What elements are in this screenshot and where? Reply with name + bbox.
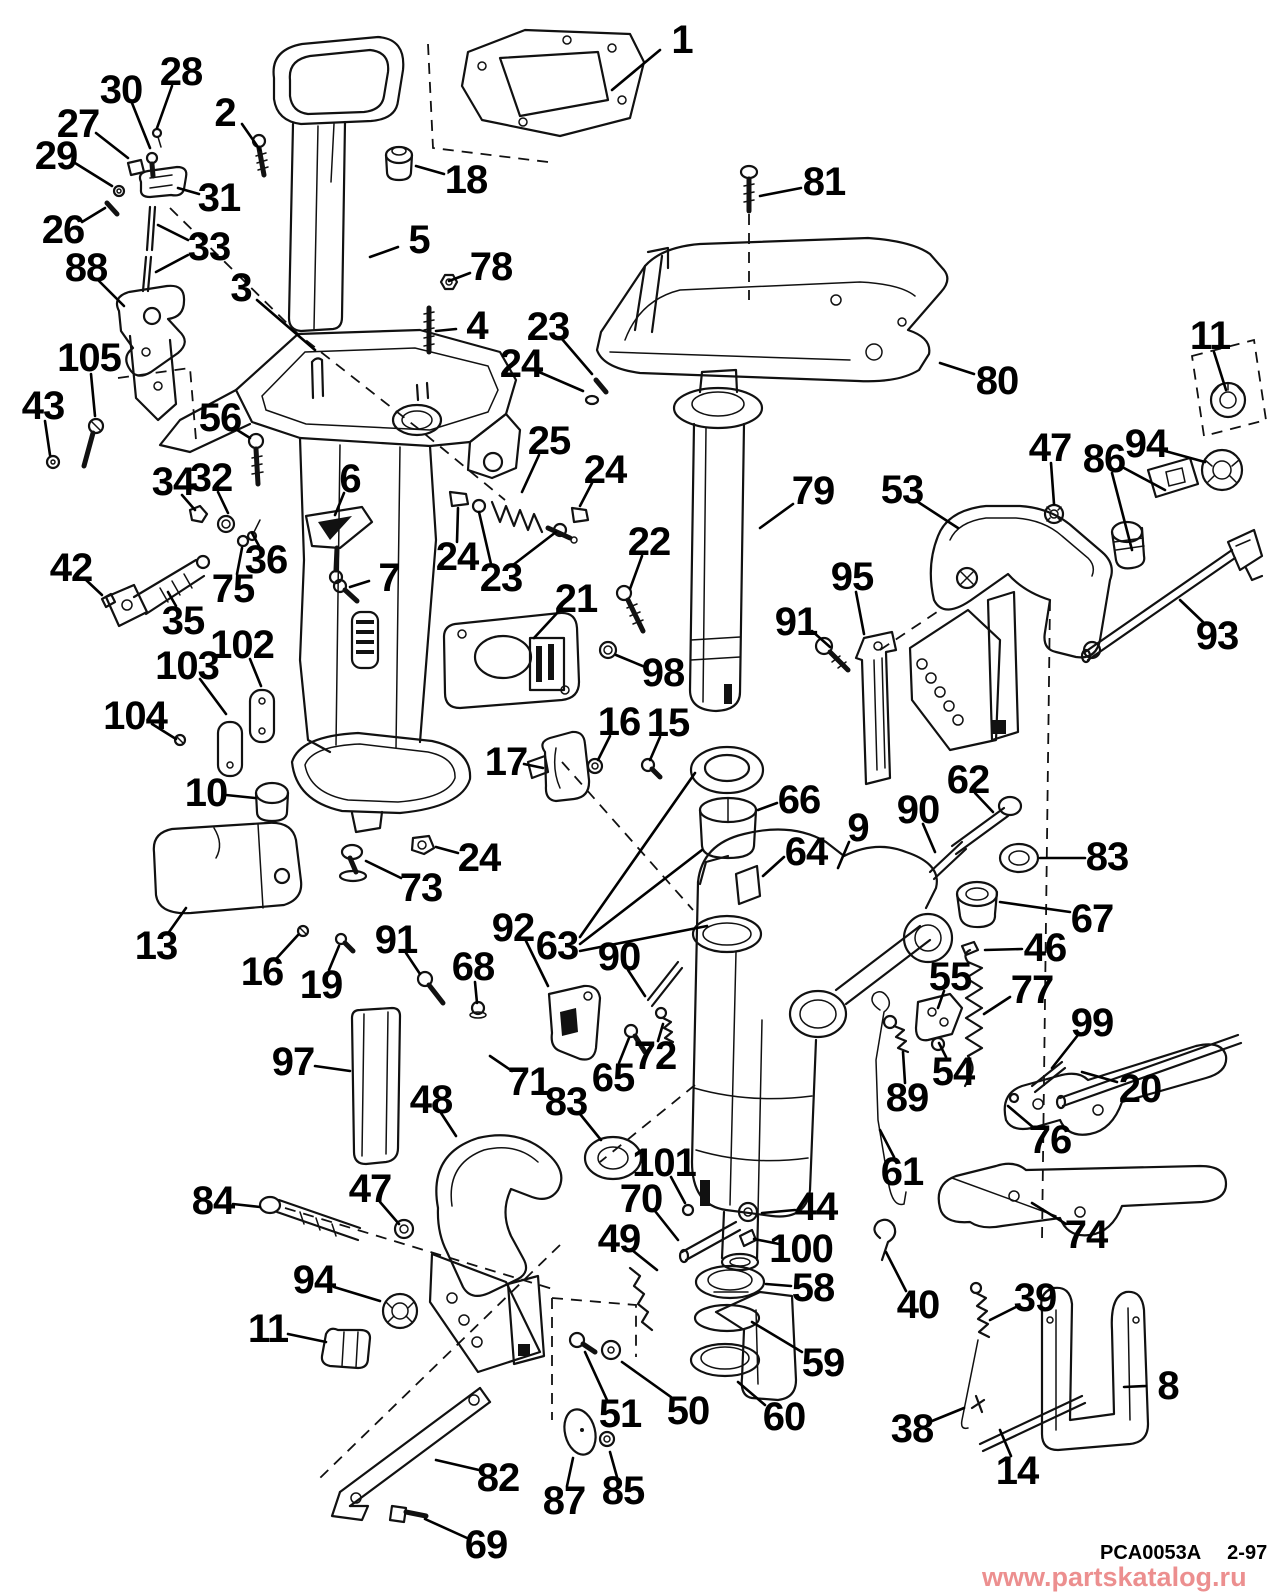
- plate-95-drawing: [856, 632, 896, 784]
- callout-47: 47: [348, 1167, 392, 1211]
- callout-76: 76: [1028, 1118, 1072, 1162]
- callout-lead-60: [738, 1382, 765, 1405]
- washer-98-drawing: [600, 642, 616, 658]
- callout-lead-24: [539, 372, 583, 391]
- callout-lead-5: [370, 247, 398, 257]
- callout-43: 43: [21, 384, 65, 428]
- callout-35: 35: [161, 599, 205, 643]
- grommet-18-drawing: [386, 147, 412, 180]
- callout-23: 23: [479, 556, 523, 600]
- screw-81-drawing: [741, 166, 757, 211]
- callout-90: 90: [896, 788, 940, 832]
- callout-14: 14: [995, 1449, 1039, 1493]
- callout-74: 74: [1064, 1213, 1108, 1257]
- callout-47: 47: [1028, 426, 1072, 470]
- clamp-bracket-53-drawing: [910, 506, 1112, 750]
- callout-64: 64: [784, 830, 828, 874]
- callout-61: 61: [880, 1150, 924, 1194]
- callout-50: 50: [666, 1389, 710, 1433]
- callout-lead-26: [82, 208, 105, 222]
- callout-82: 82: [476, 1456, 520, 1500]
- callout-31: 31: [197, 176, 241, 220]
- callout-33: 33: [187, 225, 231, 269]
- callout-7: 7: [378, 556, 400, 600]
- bolt-91-right-drawing: [816, 638, 848, 670]
- stud-4-drawing: [424, 308, 434, 352]
- pin-23-seal-24-drawing: [586, 380, 606, 404]
- callout-77: 77: [1010, 968, 1054, 1012]
- cover-102-drawing: [250, 690, 274, 742]
- callout-94: 94: [292, 1258, 336, 1302]
- callout-102: 102: [210, 623, 274, 667]
- callout-lead-2: [242, 124, 260, 150]
- callout-2: 2: [214, 91, 236, 135]
- drawing-code-number: PCA0053A: [1100, 1542, 1202, 1564]
- callout-5: 5: [408, 218, 430, 262]
- callout-1: 1: [671, 18, 693, 62]
- callout-34: 34: [151, 460, 195, 504]
- callout-48: 48: [409, 1078, 453, 1122]
- callout-lead-67: [1000, 902, 1070, 912]
- callout-20: 20: [1118, 1067, 1162, 1111]
- cover-103-drawing: [218, 722, 242, 776]
- callout-62: 62: [946, 758, 990, 802]
- callout-70: 70: [619, 1177, 663, 1221]
- callout-lead-24: [436, 847, 458, 853]
- callout-lead-53: [918, 502, 958, 528]
- callout-lead-80: [940, 363, 974, 374]
- callout-9: 9: [847, 806, 869, 850]
- callout-lead-33: [158, 225, 188, 240]
- callout-65: 65: [591, 1056, 635, 1100]
- callout-lead-33: [156, 255, 188, 272]
- callout-55: 55: [928, 955, 972, 999]
- callout-73: 73: [399, 866, 443, 910]
- callout-lead-79: [760, 504, 793, 528]
- callout-105: 105: [57, 336, 121, 380]
- callout-95: 95: [830, 555, 874, 599]
- callout-53: 53: [880, 468, 924, 512]
- callout-lead-44: [762, 1210, 795, 1213]
- callout-lead-64: [763, 857, 784, 876]
- callout-lead-69: [425, 1519, 467, 1538]
- callout-87: 87: [542, 1479, 586, 1523]
- callout-40: 40: [896, 1283, 940, 1327]
- callout-6: 6: [339, 457, 361, 501]
- callout-lead-73: [366, 861, 401, 878]
- mount-cap-10-drawing: [256, 783, 288, 821]
- callout-lead-94: [334, 1287, 380, 1301]
- bolt-22-drawing: [617, 586, 643, 631]
- callout-60: 60: [762, 1395, 806, 1439]
- callout-lead-8: [1124, 1386, 1146, 1387]
- drawing-revision: 2-97: [1227, 1542, 1268, 1564]
- callout-lead-18: [416, 166, 444, 174]
- callout-lead-10: [226, 795, 255, 798]
- callout-lead-1: [612, 50, 660, 90]
- callout-lead-7: [350, 581, 369, 587]
- callout-27: 27: [56, 102, 100, 146]
- hardware-26-33-drawing: [107, 129, 186, 291]
- callout-39: 39: [1013, 1276, 1057, 1320]
- bracket-8-drawing: [1041, 1288, 1148, 1450]
- callout-24: 24: [435, 535, 479, 579]
- callout-30: 30: [99, 68, 143, 112]
- callout-98: 98: [641, 651, 685, 695]
- callout-lead-11: [288, 1334, 326, 1342]
- part-79-driveshaft-tube-drawing: [674, 370, 762, 711]
- callout-80: 80: [975, 359, 1019, 403]
- callout-42: 42: [49, 546, 93, 590]
- callout-13: 13: [134, 924, 178, 968]
- callout-24: 24: [583, 448, 627, 492]
- callout-83: 83: [544, 1080, 588, 1124]
- callout-lead-3: [257, 300, 315, 350]
- pins-62-90-washer-83-bushing-67-drawing: [930, 797, 1038, 955]
- washer-16-screw-15-drawing: [588, 759, 660, 777]
- callout-67: 67: [1070, 897, 1114, 941]
- callout-16: 16: [597, 700, 641, 744]
- callout-lead-27: [96, 133, 128, 158]
- callout-16: 16: [240, 950, 284, 994]
- callout-56: 56: [198, 396, 242, 440]
- callout-49: 49: [597, 1217, 641, 1261]
- housing-13-drawing: [154, 823, 301, 913]
- callout-91: 91: [774, 600, 818, 644]
- callout-100: 100: [769, 1227, 833, 1271]
- screws-16-19-drawing: [298, 926, 353, 951]
- callout-101: 101: [632, 1141, 696, 1185]
- callout-lead-46: [985, 949, 1022, 950]
- watermark: www.partskatalog.ru: [982, 1562, 1247, 1592]
- clamp-bracket-48-drawing: [430, 1135, 561, 1372]
- callout-51: 51: [598, 1392, 642, 1436]
- callout-69: 69: [464, 1523, 508, 1567]
- callout-59: 59: [801, 1341, 845, 1385]
- callout-21: 21: [554, 577, 598, 621]
- bracket-88-drawing: [117, 286, 185, 420]
- callout-91: 91: [374, 918, 418, 962]
- callout-75: 75: [211, 567, 255, 611]
- cap-11-nut-94-drawing: [1202, 383, 1245, 490]
- part-80-top-plate-drawing: [597, 238, 947, 381]
- callout-8: 8: [1157, 1364, 1179, 1408]
- callout-79: 79: [791, 469, 835, 513]
- callout-92: 92: [491, 906, 535, 950]
- callout-86: 86: [1082, 437, 1126, 481]
- callout-103: 103: [155, 644, 219, 688]
- callout-10: 10: [184, 771, 228, 815]
- part-1-gasket-drawing: [462, 30, 644, 136]
- callout-32: 32: [189, 456, 233, 500]
- callout-68: 68: [451, 945, 495, 989]
- callout-lead-4: [436, 329, 456, 331]
- callout-90: 90: [597, 935, 641, 979]
- callout-22: 22: [627, 520, 671, 564]
- callout-84: 84: [191, 1179, 235, 1223]
- callout-24: 24: [499, 342, 543, 386]
- callout-23: 23: [526, 305, 570, 349]
- callout-36: 36: [244, 538, 288, 582]
- callout-lead-66: [758, 803, 777, 810]
- callout-15: 15: [646, 701, 690, 745]
- callout-54: 54: [931, 1050, 975, 1094]
- callout-85: 85: [601, 1469, 645, 1513]
- callout-11: 11: [247, 1307, 289, 1351]
- callout-78: 78: [469, 245, 513, 289]
- callout-4: 4: [466, 304, 488, 348]
- callout-83: 83: [1085, 835, 1129, 879]
- callout-11: 11: [1189, 314, 1231, 358]
- callout-lead-29: [75, 163, 112, 186]
- callout-88: 88: [64, 246, 108, 290]
- callout-lead-82: [436, 1460, 479, 1470]
- callout-lead-39: [990, 1307, 1016, 1320]
- callout-72: 72: [633, 1034, 677, 1078]
- callout-29: 29: [34, 134, 78, 178]
- callout-17: 17: [484, 740, 528, 784]
- rods-99-20-brackets-76-74-drawing: [939, 1035, 1241, 1235]
- callout-93: 93: [1195, 614, 1239, 658]
- callout-28: 28: [159, 50, 203, 94]
- callout-24: 24: [457, 836, 501, 880]
- bolt-56-drawing: [249, 434, 263, 484]
- callout-19: 19: [299, 963, 343, 1007]
- callout-104: 104: [103, 694, 167, 738]
- callout-44: 44: [794, 1185, 838, 1229]
- callout-lead-77: [984, 997, 1010, 1014]
- callout-58: 58: [791, 1266, 835, 1310]
- callout-lead-81: [760, 188, 801, 196]
- callout-lead-38: [932, 1408, 964, 1421]
- callout-89: 89: [885, 1076, 929, 1120]
- callout-3: 3: [230, 266, 252, 310]
- callout-46: 46: [1023, 926, 1067, 970]
- callout-lead-63: [580, 773, 695, 937]
- callout-99: 99: [1070, 1001, 1114, 1045]
- callout-lead-98: [616, 655, 645, 667]
- callout-lead-105: [91, 374, 95, 416]
- callout-18: 18: [444, 158, 488, 202]
- callout-lead-58: [766, 1284, 791, 1286]
- plate-21-drawing: [444, 613, 579, 708]
- callout-81: 81: [802, 160, 846, 204]
- callout-25: 25: [527, 419, 571, 463]
- callout-38: 38: [890, 1407, 934, 1451]
- channel-97-drawing: [352, 1008, 400, 1164]
- callout-26: 26: [41, 208, 85, 252]
- callout-63: 63: [535, 924, 579, 968]
- callout-97: 97: [271, 1040, 315, 1084]
- callout-94: 94: [1124, 422, 1168, 466]
- callout-66: 66: [777, 778, 821, 822]
- callout-lead-86: [1124, 468, 1165, 490]
- part-5-inner-exhaust-housing-drawing: [274, 37, 404, 331]
- callout-lead-84: [233, 1204, 260, 1207]
- callout-lead-97: [315, 1066, 350, 1071]
- callout-71: 71: [507, 1060, 551, 1104]
